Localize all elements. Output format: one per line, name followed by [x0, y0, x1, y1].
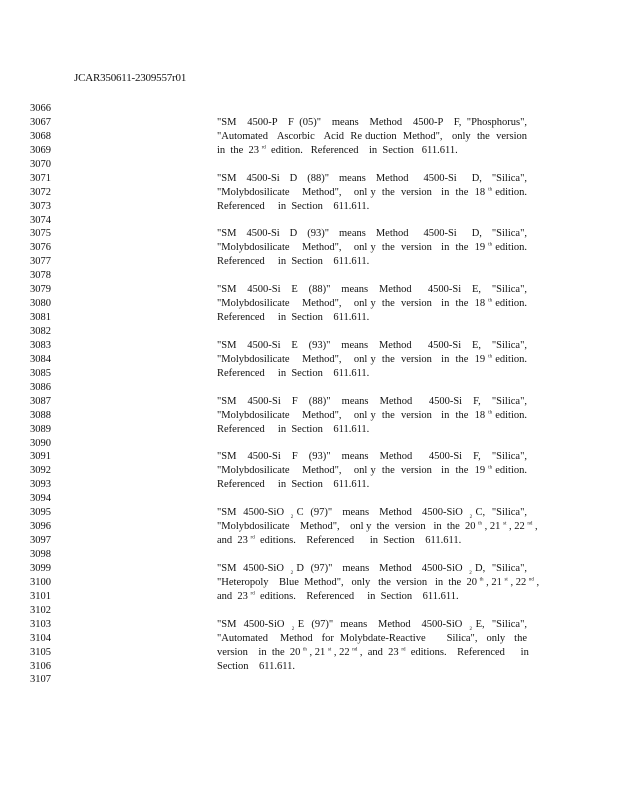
entry-line: "Heteropoly Blue Method", only the version in the 20 $^{th}$ , 21 $^{st}$ , 22 $^{nd}$ , — [217, 576, 540, 588]
line-number: 3091 — [30, 451, 51, 463]
entry-line: Referenced in Section 611.611. — [217, 312, 370, 324]
entry-line: "Molybdosilicate Method", onl y the version in the 18 $^{th}$ edition. — [217, 409, 527, 421]
line-number: 3076 — [30, 242, 51, 254]
line-number: 3068 — [30, 130, 51, 142]
entry-line: Referenced in Section 611.611. — [217, 479, 370, 491]
line-number: 3066 — [30, 103, 51, 114]
document-id: JCAR350611-2309557r01 — [74, 72, 187, 84]
entry-line: "Automated Ascorbic Acid Re duction Method", only the version — [217, 130, 527, 142]
entry-line: "SM 4500-Si D (88)" means Method 4500-Si D, "Silica", — [217, 172, 527, 184]
definitions-body — [217, 102, 540, 687]
line-number: 3103 — [30, 618, 51, 630]
line-number: 3080 — [30, 298, 51, 310]
line-number: 3084 — [30, 353, 51, 365]
definition-entry — [217, 618, 527, 674]
line-number-column — [30, 102, 70, 687]
line-number: 3087 — [30, 395, 51, 407]
line-number: 3107 — [30, 674, 51, 686]
definition-entry — [217, 562, 540, 604]
entry-line: "SM 4500-Si F (88)" means Method 4500-Si F, "Silica", — [217, 395, 527, 407]
line-number: 3093 — [30, 479, 51, 491]
line-number: 3104 — [30, 632, 51, 644]
entry-line: "Molybdosilicate Method", onl y the version in the 18 $^{th}$ edition. — [217, 186, 527, 198]
entry-line: "SM 4500-Si E (88)" means Method 4500-Si E, "Silica", — [217, 284, 527, 296]
line-number: 3078 — [30, 270, 51, 282]
line-number: 3086 — [30, 381, 51, 393]
line-number: 3069 — [30, 144, 51, 156]
entry-line: "Molybdosilicate Method", onl y the version in the 20 $^{th}$ , 21 $^{st}$ , 22 $^{nd}$ , — [217, 521, 538, 533]
line-number: 3072 — [30, 186, 51, 198]
entry-line: "Automated Method for Molybdate-Reactive Silica", only the — [217, 632, 527, 644]
entry-line: Referenced in Section 611.611. — [217, 200, 370, 212]
entry-line: in the 23 $^{rd}$ edition. Referenced in Section 611.611. — [217, 144, 458, 156]
definition-entry — [217, 450, 527, 492]
line-number: 3106 — [30, 660, 51, 672]
entry-line: "SM 4500-Si D (93)" means Method 4500-Si D, "Silica", — [217, 228, 527, 240]
entry-line: Referenced in Section 611.611. — [217, 367, 370, 379]
entry-line: "Molybdosilicate Method", onl y the version in the 19 $^{th}$ edition. — [217, 465, 527, 477]
line-number: 3099 — [30, 562, 51, 574]
entry-line: "SM 4500-SiO $_2$ C (97)" means Method 4500-SiO $_2$ C, "Silica", — [217, 507, 527, 521]
entry-line: "SM 4500-Si E (93)" means Method 4500-Si E, "Silica", — [217, 339, 527, 351]
line-number: 3096 — [30, 521, 51, 533]
line-number: 3075 — [30, 228, 51, 240]
entry-line: "Molybdosilicate Method", onl y the version in the 19 $^{th}$ edition. — [217, 242, 527, 254]
line-number: 3082 — [30, 326, 51, 337]
line-number: 3089 — [30, 423, 51, 435]
line-number: 3073 — [30, 200, 51, 212]
entry-line: "Molybdosilicate Method", onl y the version in the 19 $^{th}$ edition. — [217, 353, 527, 365]
line-number: 3094 — [30, 493, 51, 505]
line-number: 3085 — [30, 367, 51, 379]
definition-entry — [217, 116, 527, 158]
definition-entry — [217, 506, 538, 548]
entry-line: Referenced in Section 611.611. — [217, 423, 370, 435]
entry-line: Referenced in Section 611.611. — [217, 256, 370, 268]
line-number: 3095 — [30, 507, 51, 519]
line-number: 3088 — [30, 409, 51, 421]
line-number: 3102 — [30, 604, 51, 616]
line-number: 3071 — [30, 172, 51, 184]
definition-entry — [217, 283, 527, 325]
entry-line: "SM 4500-SiO $_2$ E (97)" means Method 4500-SiO $_2$ E, "Silica", — [217, 618, 527, 632]
line-number: 3092 — [30, 465, 51, 477]
entry-line: version in the 20 $^{th}$ , 21 $^{st}$ , 22 $^{nd}$ , and 23 $^{rd}$ editions. Referenced in — [217, 646, 529, 658]
line-number: 3100 — [30, 576, 51, 588]
entry-line: Section 611.611. — [217, 660, 295, 672]
definition-entry — [217, 227, 527, 269]
definition-entry — [217, 339, 527, 381]
entry-line: and 23 $^{rd}$ editions. Referenced in Section 611.611. — [217, 590, 459, 602]
line-number: 3067 — [30, 116, 51, 128]
definition-entry — [217, 395, 527, 437]
line-number: 3074 — [30, 214, 51, 226]
line-number: 3077 — [30, 256, 51, 268]
line-number: 3105 — [30, 646, 51, 658]
entry-line: "SM 4500-P F (05)" means Method 4500-P F, "Phosphorus", — [217, 116, 527, 128]
line-number: 3070 — [30, 158, 51, 170]
entry-line: "Molybdosilicate Method", onl y the version in the 18 $^{th}$ edition. — [217, 298, 527, 310]
entry-line: "SM 4500-SiO $_2$ D (97)" means Method 4500-SiO $_2$ D, "Silica", — [217, 562, 527, 577]
line-number: 3101 — [30, 590, 51, 602]
line-number: 3097 — [30, 535, 51, 547]
entry-line: and 23 $^{rd}$ editions. Referenced in Section 611.611. — [217, 535, 462, 547]
entry-line: "SM 4500-Si F (93)" means Method 4500-Si F, "Silica", — [217, 451, 527, 463]
line-number: 3083 — [30, 339, 51, 351]
definition-entry — [217, 172, 527, 214]
line-number: 3079 — [30, 284, 51, 296]
line-number: 3090 — [30, 437, 51, 449]
line-number: 3081 — [30, 312, 51, 324]
line-number: 3098 — [30, 549, 51, 560]
